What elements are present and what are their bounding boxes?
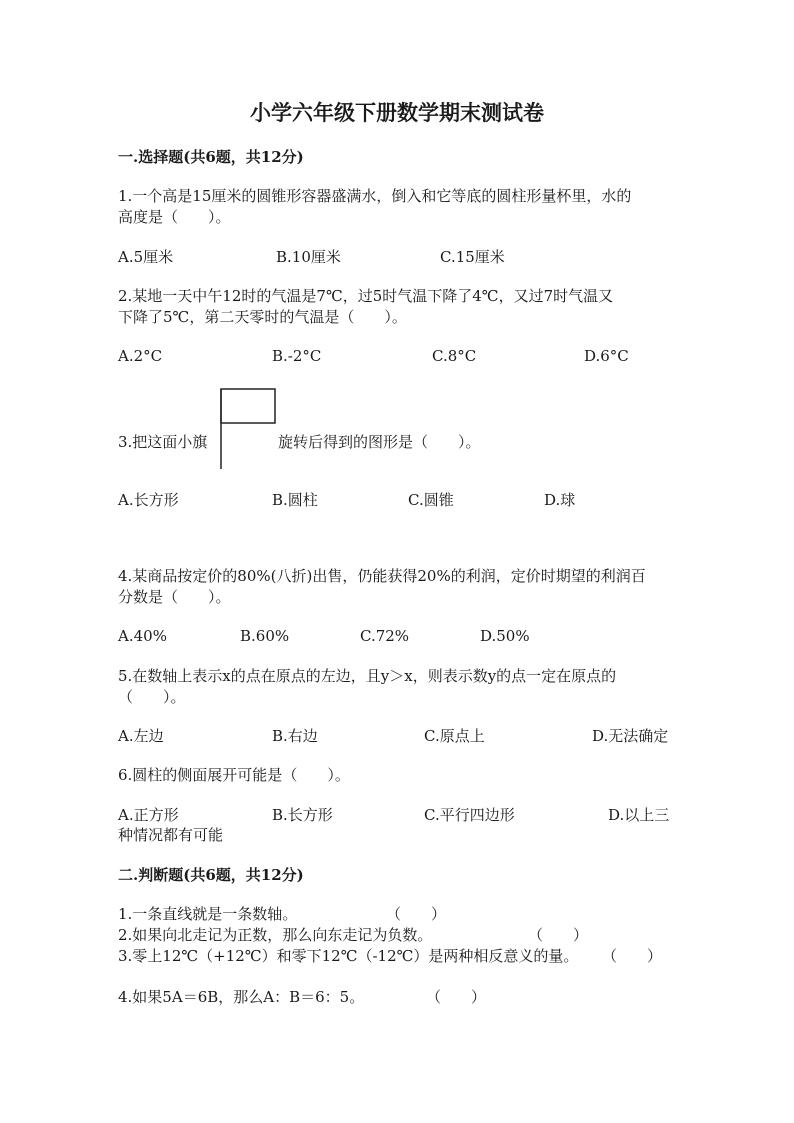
q1-option-b: B.10厘米 <box>276 248 341 266</box>
q4-option-b: B.60% <box>240 627 290 645</box>
q2-line2: 下降了5℃，第二天零时的气温是（ ）。 <box>118 308 407 326</box>
q2-option-a: A.2°C <box>118 347 163 365</box>
judge-item-3-text: 3.零上12℃（+12℃）和零下12℃（-12℃）是两种相反意义的量。 <box>118 947 579 965</box>
q5-option-a: A.左边 <box>118 727 164 745</box>
q2-option-d: D.6°C <box>584 347 629 365</box>
q3-option-d: D.球 <box>544 491 576 509</box>
judge-item-1-paren: （ ） <box>386 905 447 923</box>
q6-option-c: C.平行四边形 <box>424 806 515 824</box>
q3-option-c: C.圆锥 <box>408 491 454 509</box>
q6-option-d: D.以上三 <box>608 806 670 824</box>
judge-item-4-paren: （ ） <box>426 988 487 1006</box>
q5-option-d: D.无法确定 <box>592 727 669 745</box>
q5-line1: 5.在数轴上表示x的点在原点的左边，且y＞x，则表示数y的点一定在原点的 <box>118 667 617 685</box>
q5-option-b: B.右边 <box>272 727 318 745</box>
section-heading-judgement: 二.判断题(共6题，共12分) <box>118 866 304 884</box>
q6-option-b: B.长方形 <box>272 806 333 824</box>
q3-option-a: A.长方形 <box>118 491 179 509</box>
q4-line1: 4.某商品按定价的80%(八折)出售，仍能获得20%的利润，定价时期望的利润百 <box>118 567 646 585</box>
judge-item-3-paren: （ ） <box>602 947 663 965</box>
q5-option-c: C.原点上 <box>424 727 485 745</box>
q2-option-b: B.-2°C <box>272 347 322 365</box>
judge-item-2-text: 2.如果向北走记为正数，那么向东走记为负数。 <box>118 926 433 944</box>
q5-line2: （ ）。 <box>118 688 186 706</box>
judge-item-4-text: 4.如果5A＝6B，那么A：B＝6：5。 <box>118 988 365 1006</box>
q1-line1: 1.一个高是15厘米的圆锥形容器盛满水，倒入和它等底的圆柱形量杯里，水的 <box>118 187 632 205</box>
q1-option-a: A.5厘米 <box>118 248 174 266</box>
q3-option-b: B.圆柱 <box>272 491 318 509</box>
q1-option-c: C.15厘米 <box>440 248 505 266</box>
q6-option-d-continued: 种情况都有可能 <box>118 826 224 844</box>
q4-option-c: C.72% <box>360 627 410 645</box>
judge-item-2-paren: （ ） <box>528 926 589 944</box>
q3-suffix: 旋转后得到的图形是（ ）。 <box>278 433 481 451</box>
flag-figure <box>220 388 280 470</box>
q4-option-a: A.40% <box>118 627 167 645</box>
q2-line1: 2.某地一天中午12时的气温是7℃，过5时气温下降了4℃，又过7时气温又 <box>118 287 614 305</box>
judge-item-1-text: 1.一条直线就是一条数轴。 <box>118 905 298 923</box>
q4-line2: 分数是（ ）。 <box>118 588 231 606</box>
q2-option-c: C.8°C <box>432 347 477 365</box>
q6-line1: 6.圆柱的侧面展开可能是（ ）。 <box>118 766 350 784</box>
q6-option-a: A.正方形 <box>118 806 179 824</box>
q3-prefix: 3.把这面小旗 <box>118 433 208 451</box>
section-heading-choice: 一.选择题(共6题，共12分) <box>118 148 304 166</box>
q4-option-d: D.50% <box>480 627 530 645</box>
q1-line2: 高度是（ ）。 <box>118 208 231 226</box>
page-title: 小学六年级下册数学期末测试卷 <box>250 100 544 125</box>
